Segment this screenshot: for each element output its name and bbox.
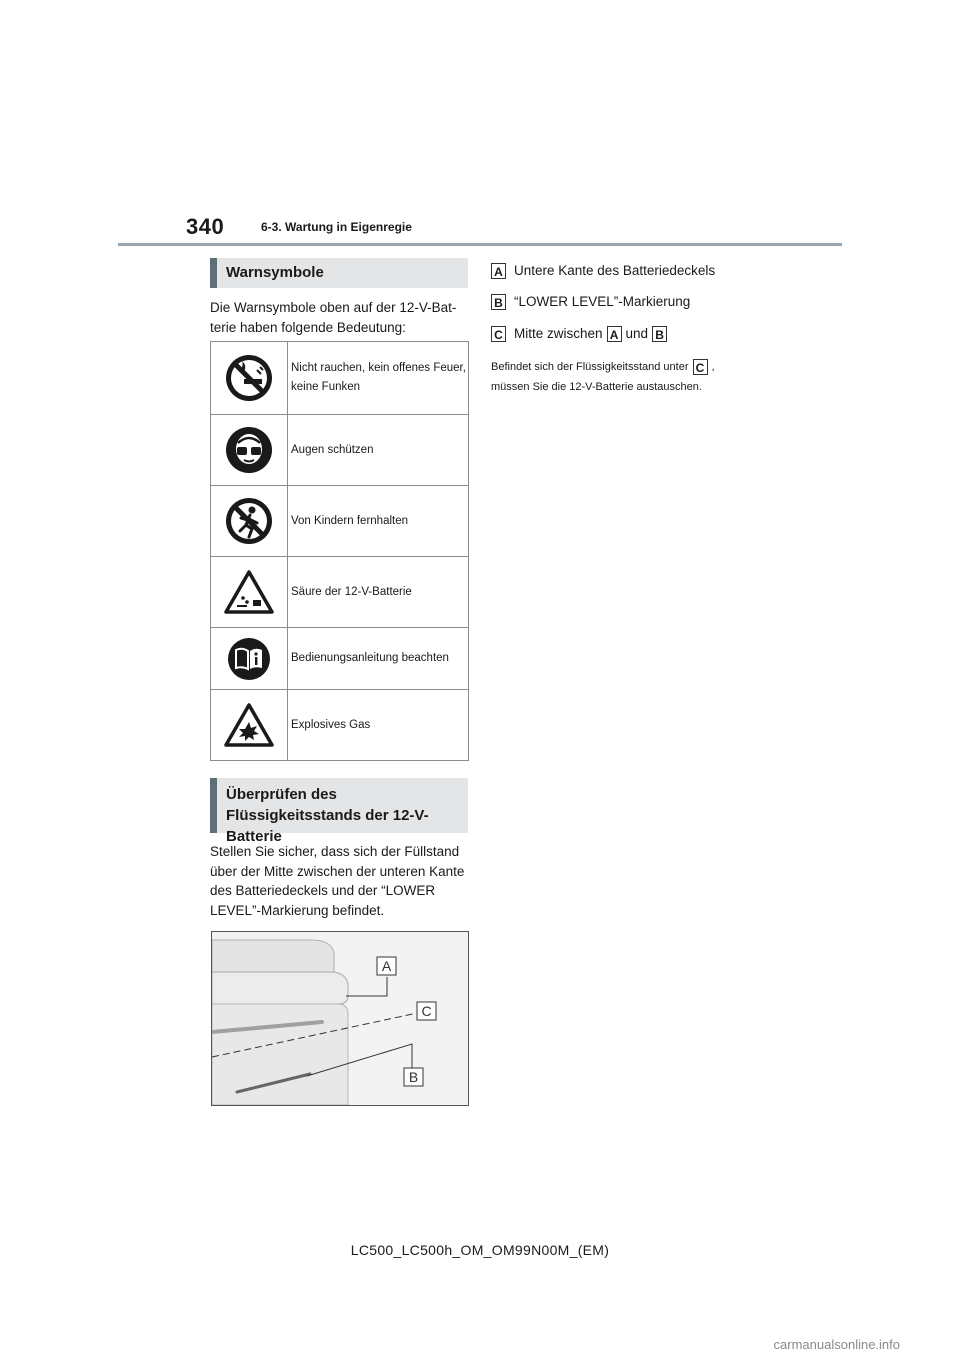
legend-item-a <box>491 262 715 280</box>
warnsymbole-heading: Warnsymbole <box>210 258 468 288</box>
symbol-label: Von Kindern fernhalten <box>288 486 469 557</box>
letter-badge: C <box>693 359 708 375</box>
legend-item-b <box>491 293 690 311</box>
symbol-label: Augen schützen <box>288 415 469 486</box>
letter-badge: A <box>607 326 622 342</box>
keep-away-children-icon <box>224 496 274 546</box>
battery-diagram <box>212 932 468 1105</box>
legend-text: Mitte zwischen <box>514 326 603 341</box>
header-divider <box>118 243 842 246</box>
watermark: carmanualsonline.info <box>773 1337 900 1352</box>
symbol-label: Säure der 12-V-Batterie <box>288 557 469 628</box>
legend-item-c <box>491 325 671 343</box>
note-text: Befindet sich der Flüssigkeitsstand unter <box>491 361 689 373</box>
explosive-gas-icon <box>223 702 275 748</box>
warning-symbols-table <box>210 341 469 761</box>
page-number: 340 <box>186 214 225 239</box>
battery-level-illustration <box>211 931 469 1106</box>
eye-protection-icon <box>224 425 274 475</box>
legend-text: “LOWER LEVEL”-Markierung <box>514 294 691 309</box>
symbol-label: Nicht rauchen, kein offenes Feuer, keine Funken <box>288 342 469 415</box>
letter-badge: A <box>491 263 506 279</box>
letter-badge: B <box>491 294 506 310</box>
figure-label-c: C <box>421 1003 432 1019</box>
symbol-label: Bedienungsanleitung beachten <box>288 628 469 690</box>
legend-text: und <box>625 326 649 341</box>
table-row <box>211 557 469 628</box>
letter-badge: B <box>652 326 667 342</box>
table-row <box>211 628 469 690</box>
letter-badge: C <box>491 326 506 342</box>
table-row <box>211 342 469 415</box>
table-row <box>211 415 469 486</box>
fluid-check-text: Stellen Sie sicher, dass sich der Füllstand über der Mitte zwischen der unteren Kante des Batteriedeckels und der “LOWER LEVEL”-Markierung befindet. <box>210 844 465 918</box>
table-row <box>211 486 469 557</box>
fluid-check-heading: Überprüfen des Flüssigkeitsstands der 12-V-Batterie <box>210 778 468 833</box>
warnsymbole-intro: Die Warnsymbole oben auf der 12-V-Bat-terie haben folgende Bedeutung: <box>210 300 457 335</box>
replacement-note <box>491 357 821 397</box>
read-manual-icon <box>227 637 271 681</box>
figure-label-a: A <box>381 958 392 974</box>
note-text: müssen Sie die 12-V-Batterie austauschen. <box>491 381 702 393</box>
battery-acid-icon <box>223 569 275 615</box>
section-title: 6-3. Wartung in Eigenregie <box>261 220 412 234</box>
symbol-label: Explosives Gas <box>288 690 469 761</box>
table-row <box>211 690 469 761</box>
note-text: , <box>711 361 715 373</box>
no-smoking-no-fire-icon <box>224 353 274 403</box>
figure-label-b: B <box>408 1069 419 1085</box>
legend-text: Untere Kante des Batteriedeckels <box>514 263 716 278</box>
document-code: LC500_LC500h_OM_OM99N00M_(EM) <box>350 1242 610 1258</box>
